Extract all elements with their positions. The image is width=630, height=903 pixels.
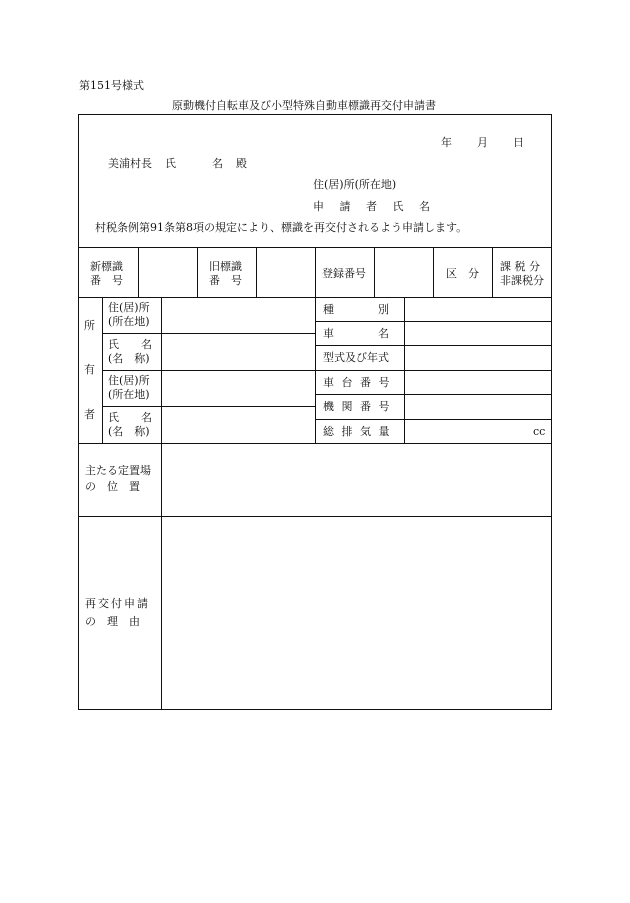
new-plate-label-2: 番 号 — [90, 274, 123, 287]
owner-side-label-2: 有 — [84, 363, 95, 376]
chassis-number-label: 車 台 番 号 — [323, 376, 392, 389]
taxed-label[interactable]: 課 税 分 — [500, 260, 540, 273]
user-address-label-1: 住(居)所 — [108, 374, 150, 387]
user-address-field[interactable] — [162, 371, 314, 405]
form-number: 第151号様式 — [79, 79, 144, 92]
date-month[interactable]: 月 — [477, 136, 488, 149]
cell-divider — [433, 247, 434, 297]
vehicle-type-label: 種 別 — [323, 303, 389, 316]
untaxed-label[interactable]: 非課税分 — [500, 274, 544, 287]
user-address-label-2: (所在地) — [108, 388, 150, 401]
new-plate-label-1: 新標識 — [90, 260, 123, 273]
vehicle-name-label: 車 名 — [323, 327, 389, 340]
user-name-field[interactable] — [162, 407, 314, 442]
addressee-suffix: 殿 — [236, 157, 247, 170]
vehicle-name-field[interactable] — [405, 322, 551, 344]
new-plate-number-field[interactable] — [139, 248, 196, 296]
date-year[interactable]: 年 — [441, 136, 452, 149]
user-name-label-1: 氏 名 — [108, 411, 152, 424]
cell-divider — [315, 247, 316, 297]
chassis-number-field[interactable] — [405, 371, 551, 393]
owner-address-label-2: (所在地) — [108, 315, 150, 328]
owner-name-label-2: (名 称) — [108, 352, 150, 365]
applicant-address-label: 住(居)所(所在地) — [313, 178, 397, 191]
reason-label-1: 再交付申請 — [85, 597, 150, 610]
addressee-prefix: 美浦村長 — [108, 157, 152, 170]
date-day[interactable]: 日 — [513, 136, 524, 149]
registration-number-field[interactable] — [375, 248, 432, 296]
owner-side-label-1: 所 — [84, 319, 95, 332]
model-year-label: 型式及び年式 — [323, 351, 389, 364]
storage-label-1: 主たる定置場 — [85, 464, 151, 477]
owner-address-field[interactable] — [162, 298, 314, 332]
engine-number-label: 機 関 番 号 — [323, 400, 392, 413]
statement-text: 村税条例第91条第8項の規定により、標識を再交付されるよう申請します。 — [95, 221, 468, 234]
storage-label-2: の 位 置 — [85, 480, 140, 493]
owner-name-field[interactable] — [162, 334, 314, 369]
engine-number-field[interactable] — [405, 395, 551, 418]
vehicle-type-field[interactable] — [405, 298, 551, 320]
reason-label-2: の 理 由 — [85, 615, 140, 628]
old-plate-number-field[interactable] — [257, 248, 314, 296]
cell-divider — [197, 247, 198, 297]
displacement-unit: cc — [533, 425, 546, 438]
displacement-label: 総 排 気 量 — [323, 425, 392, 438]
owner-name-label-1: 氏 名 — [108, 338, 152, 351]
model-year-field[interactable] — [405, 346, 551, 369]
old-plate-label-2: 番 号 — [209, 274, 242, 287]
user-name-label-2: (名 称) — [108, 425, 150, 438]
owner-address-label-1: 住(居)所 — [108, 301, 150, 314]
old-plate-label-1: 旧標識 — [209, 260, 242, 273]
registration-label: 登録番号 — [322, 267, 366, 280]
category-label: 区 分 — [446, 267, 479, 280]
cell-divider — [492, 247, 493, 297]
storage-location-field[interactable] — [162, 444, 551, 515]
reason-field[interactable] — [162, 517, 551, 709]
addressee-mei: 名 — [212, 157, 223, 170]
owner-side-label-3: 者 — [84, 408, 95, 421]
displacement-field[interactable] — [405, 420, 551, 442]
addressee-shi: 氏 — [165, 157, 176, 170]
form-title: 原動機付自転車及び小型特殊自動車標識再交付申請書 — [172, 99, 436, 112]
applicant-name-label: 申 請 者 氏 名 — [313, 200, 436, 213]
